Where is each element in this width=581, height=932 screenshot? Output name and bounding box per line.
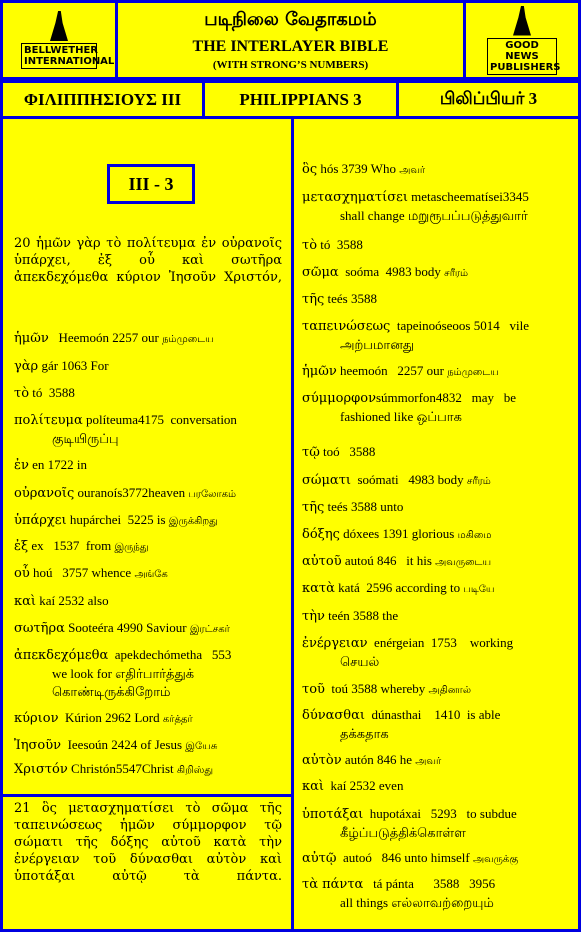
gloss-continuation: அற்பமானது <box>340 337 415 352</box>
greek-word: γὰρ <box>14 359 39 374</box>
word-gloss: hupárchei 5225 is <box>66 512 169 527</box>
word-entry <box>14 357 286 376</box>
word-entry <box>302 362 570 382</box>
tamil-gloss: மகிமை <box>457 530 492 541</box>
word-entry <box>302 443 570 462</box>
greek-word: δύνασθαι <box>302 708 365 723</box>
tamil-gloss: இருக்கிறது <box>168 516 218 527</box>
gloss-continuation: shall change மறுரூபப்படுத்துவார் <box>340 208 528 223</box>
tamil-gloss: நம்முடைய <box>162 334 214 345</box>
word-entry <box>302 317 570 354</box>
tamil-gloss: அவருடைய <box>435 557 492 568</box>
tamil-gloss: அதினால் <box>428 685 472 696</box>
greek-word: σῶμα <box>302 265 339 280</box>
greek-word: οὗ <box>14 566 30 581</box>
tamil-gloss: சரீரம் <box>444 268 469 279</box>
book-english: PHILIPPIANS 3 <box>239 89 362 109</box>
word-gloss: teés 3588 <box>324 291 381 306</box>
word-gloss: soóma 4983 body <box>338 264 445 279</box>
greek-word: ὑποτάξαι <box>302 807 364 822</box>
logo-right-box <box>463 0 581 80</box>
word-entry <box>14 709 286 729</box>
logo-right-text: GOOD NEWS PUBLISHERS <box>487 38 557 75</box>
word-entry <box>302 706 570 743</box>
greek-word: τὸ <box>14 386 30 401</box>
word-entry <box>302 634 570 671</box>
greek-word: αὐτῷ <box>302 851 337 866</box>
word-gloss: katá 2596 according to <box>334 580 464 595</box>
word-gloss: Heemoón 2257 our <box>48 330 163 345</box>
greek-word: τῆς <box>302 292 325 307</box>
word-gloss: hós 3739 Who <box>317 161 400 176</box>
greek-word: τὴν <box>302 609 325 624</box>
word-entry <box>302 849 570 869</box>
tamil-gloss: அவர் <box>399 165 426 176</box>
word-entry <box>302 525 570 545</box>
title-box <box>115 0 466 80</box>
word-entry <box>302 805 570 842</box>
greek-word: κύριον <box>14 711 59 726</box>
gloss-continuation: we look for எதிர்பார்த்துக் கொண்டிருக்கிறோம் <box>52 666 195 699</box>
word-entry <box>14 411 286 448</box>
word-entry <box>14 511 286 531</box>
book-greek: ΦΙΛΙΠΠΗΣΙΟΥΣ III <box>23 89 182 109</box>
tamil-gloss: சரீரம் <box>466 476 491 487</box>
verse-21-text: 21 ὃς μετασχηματίσει τὸ σῶμα τῆς ταπεινώσεως ἡμῶν σύμμορφον τῷ σώματι τῆς δόξης αὐτοῦ κατὰ τὴν ἐνέργειαν τοῦ δύνασθαι αὐτὸν καὶ ὑποτάξαι αὐτῷ τὰ πάντα. <box>14 801 282 884</box>
greek-word: αὐτοῦ <box>302 554 342 569</box>
greek-word: ταπεινώσεως <box>302 319 391 334</box>
word-entry <box>14 537 286 557</box>
word-gloss: hoú 3757 whence <box>29 565 135 580</box>
word-gloss: kaí 2532 also <box>36 593 112 608</box>
word-entry <box>302 751 570 771</box>
word-gloss: políteuma4175 conversation <box>82 412 241 427</box>
greek-word: ἐξ <box>14 539 29 554</box>
greek-word: ἐν <box>14 458 29 473</box>
greek-word: τοῦ <box>302 682 325 697</box>
word-gloss: súmmorfon4832 may be <box>375 390 520 405</box>
greek-word: οὐρανοῖς <box>14 486 75 501</box>
greek-word: σύμμορφον <box>302 391 376 406</box>
greek-word: σώματι <box>302 473 351 488</box>
title-tamil: படிநிலை வேதாகமம் <box>204 9 377 30</box>
tamil-gloss: கர்த்தர் <box>162 714 193 725</box>
gloss-continuation: குடியிருப்பு <box>52 431 119 446</box>
greek-word: ἐνέργειαν <box>302 636 368 651</box>
gloss-continuation: தக்கதாக <box>340 726 389 741</box>
greek-word: δόξης <box>302 527 340 542</box>
word-gloss: tá pánta 3588 3956 <box>363 876 499 891</box>
greek-word: σωτῆρα <box>14 621 65 636</box>
tamil-gloss: நம்முடைய <box>447 367 499 378</box>
greek-word: καὶ <box>302 779 325 794</box>
logo-left-box <box>0 0 118 80</box>
word-entry <box>302 777 570 796</box>
tamil-gloss: கிறிஸ்து <box>176 765 214 776</box>
word-gloss: ouranoís3772heaven <box>74 485 189 500</box>
tamil-gloss: அவர் <box>415 756 442 767</box>
word-entry <box>302 290 570 309</box>
word-gloss: teén 3588 the <box>324 608 402 623</box>
chapter-box: III - 3 <box>107 164 195 204</box>
word-entry <box>302 552 570 572</box>
book-tamil: பிலிப்பியர் 3 <box>439 88 538 108</box>
word-entry <box>302 160 570 180</box>
greek-word: τῷ <box>302 445 320 460</box>
book-tamil-box <box>396 80 581 119</box>
greek-word: ὃς <box>302 162 318 177</box>
tamil-gloss: அவருக்கு <box>472 854 519 865</box>
word-gloss: apekdechómetha 553 <box>108 647 235 662</box>
greek-word: ἀπεκδεχόμεθα <box>14 648 109 663</box>
word-gloss: tó 3588 <box>317 237 367 252</box>
word-gloss: Ieesoún 2424 of Jesus <box>61 737 186 752</box>
gloss-continuation: all things எல்லாவற்றையும் <box>340 895 494 910</box>
greek-word: Ἰησοῦν <box>14 738 62 753</box>
subtitle: (WITH STRONG’S NUMBERS) <box>212 59 369 71</box>
word-entry <box>14 646 286 701</box>
greek-word: ἡμῶν <box>302 364 337 379</box>
verse-20-text: 20 ἡμῶν γὰρ τὸ πολίτευμα ἐν οὐρανοῖς ὑπάρχει, ἐξ οὗ καὶ σωτῆρα ἀπεκδεχόμεθα κύριον Ἰησοῦν Χριστόν, <box>14 236 282 285</box>
word-entry <box>302 579 570 599</box>
greek-word: μετασχηματίσει <box>302 190 408 205</box>
tamil-gloss: இயேசு <box>185 741 218 752</box>
word-gloss: autoó 846 unto himself <box>336 850 473 865</box>
greek-word: τῆς <box>302 500 325 515</box>
word-entry <box>302 389 570 426</box>
word-entry <box>302 263 570 283</box>
word-gloss: heemoón 2257 our <box>336 363 448 378</box>
word-gloss: toó 3588 <box>319 444 379 459</box>
word-entry <box>302 498 570 517</box>
greek-word: κατὰ <box>302 581 335 596</box>
word-entry <box>14 564 286 584</box>
word-gloss: kaí 2532 even <box>324 778 407 793</box>
title-english: THE INTERLAYER BIBLE <box>192 38 389 55</box>
gloss-continuation: செயல் <box>340 654 380 669</box>
word-gloss: dúnasthai 1410 is able <box>365 707 504 722</box>
word-gloss: gár 1063 For <box>38 358 112 373</box>
word-gloss: Kúrion 2962 Lord <box>58 710 163 725</box>
good-news-logo-icon <box>513 6 531 36</box>
greek-word: ἡμῶν <box>14 331 49 346</box>
word-entry <box>14 329 286 349</box>
word-entry <box>302 875 570 912</box>
word-gloss: autoú 846 it his <box>341 553 436 568</box>
tamil-gloss: அங்கே <box>134 569 168 580</box>
book-english-box <box>202 80 399 119</box>
word-gloss: toú 3588 whereby <box>324 681 429 696</box>
greek-word: ὑπάρχει <box>14 513 67 528</box>
greek-word: αὐτὸν <box>302 753 342 768</box>
word-entry <box>14 736 286 756</box>
word-gloss: ex 1537 from <box>28 538 115 553</box>
word-entry <box>14 592 286 611</box>
greek-word: καὶ <box>14 594 37 609</box>
word-entry <box>302 607 570 626</box>
tamil-gloss: இரட்சகர் <box>189 624 230 635</box>
word-gloss: Sooteéra 4990 Saviour <box>64 620 190 635</box>
word-gloss: teés 3588 unto <box>324 499 407 514</box>
word-entry <box>302 471 570 491</box>
word-entry <box>14 760 286 780</box>
word-entry <box>14 384 286 403</box>
greek-word: τὰ πάντα <box>302 877 364 892</box>
tamil-gloss: பரலோகம் <box>188 489 237 500</box>
tamil-gloss: இருந்து <box>114 542 149 553</box>
word-gloss: metascheematísei3345 <box>407 189 533 204</box>
word-gloss: soómati 4983 body <box>351 472 467 487</box>
word-entry <box>14 456 286 475</box>
tamil-gloss: படியே <box>463 584 495 595</box>
gloss-continuation: fashioned like ஒப்பாக <box>340 409 462 424</box>
word-entry <box>302 680 570 700</box>
logo-left-text: BELLWETHER INTERNATIONAL <box>21 43 97 69</box>
word-gloss: dóxees 1391 glorious <box>339 526 458 541</box>
word-gloss: tó 3588 <box>29 385 79 400</box>
book-greek-box <box>0 80 205 119</box>
word-gloss: hupotáxai 5293 to subdue <box>363 806 520 821</box>
word-gloss: enérgeian 1753 working <box>367 635 517 650</box>
greek-word: τὸ <box>302 238 318 253</box>
word-entry <box>14 484 286 504</box>
greek-word: Χριστόν <box>14 762 68 777</box>
word-gloss: autón 846 he <box>341 752 416 767</box>
word-gloss: en 1722 in <box>28 457 91 472</box>
gloss-continuation: கீழ்ப்படுத்திக்கொள்ள <box>340 825 466 840</box>
greek-word: πολίτευμα <box>14 413 83 428</box>
word-gloss: Christón5547Christ <box>67 761 177 776</box>
word-gloss: tapeinoóseoos 5014 vile <box>390 318 533 333</box>
word-entry <box>302 188 570 225</box>
bellwether-logo-icon <box>50 11 68 41</box>
word-entry <box>302 236 570 255</box>
word-entry <box>14 619 286 639</box>
